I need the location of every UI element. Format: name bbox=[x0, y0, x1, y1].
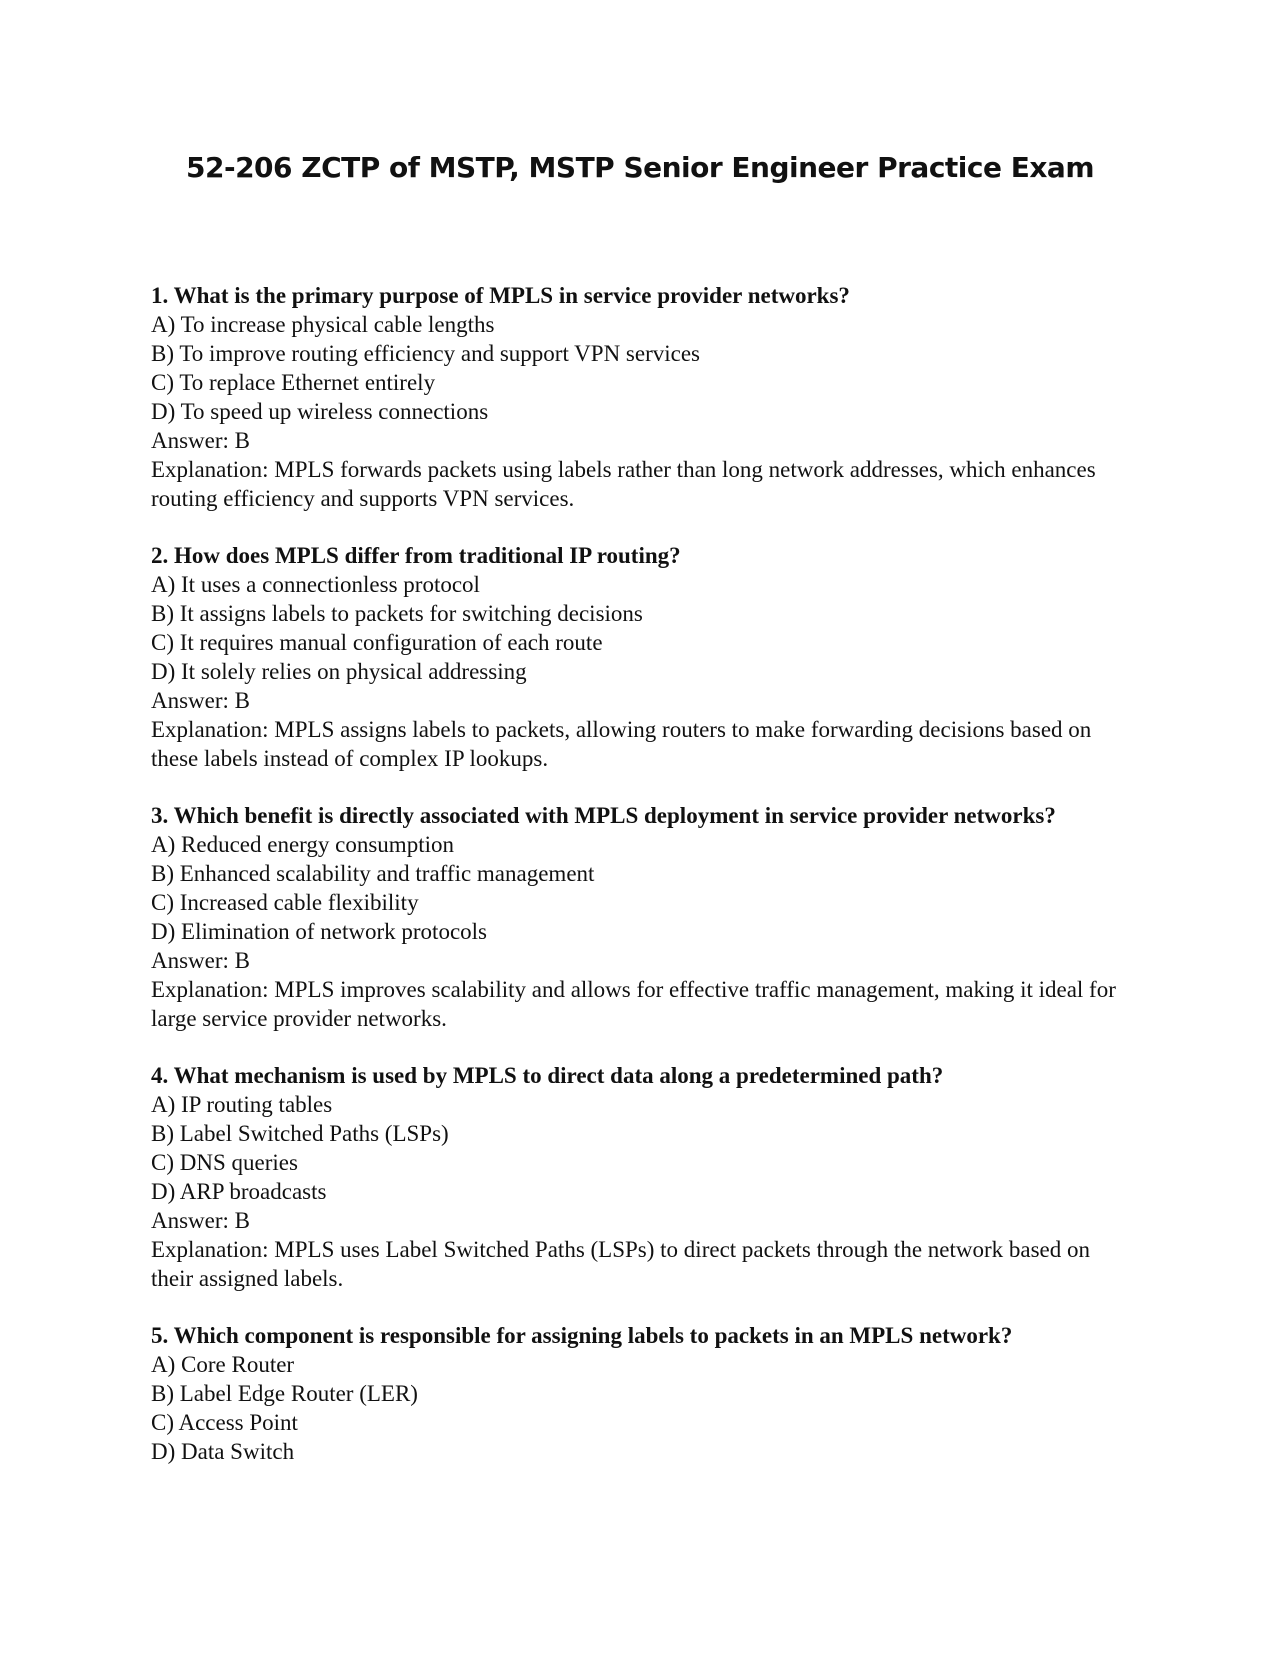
question-text: 5. Which component is responsible for assigning labels to packets in an MPLS network? bbox=[151, 1323, 1013, 1348]
option-c: C) To replace Ethernet entirely bbox=[151, 370, 436, 395]
option-d: D) Elimination of network protocols bbox=[151, 919, 487, 944]
question-list bbox=[151, 281, 1131, 1494]
answer-text: Answer: B bbox=[151, 428, 251, 453]
answer-text: Answer: B bbox=[151, 948, 251, 973]
question-text: 1. What is the primary purpose of MPLS in service provider networks? bbox=[151, 283, 850, 308]
option-d: D) Data Switch bbox=[151, 1439, 295, 1464]
option-c: C) It requires manual configuration of each route bbox=[151, 630, 603, 655]
question-item-2 bbox=[151, 541, 1131, 773]
option-b: B) It assigns labels to packets for switching decisions bbox=[151, 601, 643, 626]
option-b: B) To improve routing efficiency and support VPN services bbox=[151, 341, 701, 366]
option-a: A) It uses a connectionless protocol bbox=[151, 572, 480, 597]
option-b: B) Label Edge Router (LER) bbox=[151, 1381, 418, 1406]
option-c: C) Increased cable flexibility bbox=[151, 890, 419, 915]
answer-text: Answer: B bbox=[151, 1208, 251, 1233]
option-a: A) To increase physical cable lengths bbox=[151, 312, 495, 337]
option-d: D) To speed up wireless connections bbox=[151, 399, 489, 424]
option-b: B) Label Switched Paths (LSPs) bbox=[151, 1121, 449, 1146]
option-d: D) It solely relies on physical addressing bbox=[151, 659, 527, 684]
explanation-text: Explanation: MPLS assigns labels to packets, allowing routers to make forwarding decisions based on these labels instead of complex IP lookups. bbox=[151, 717, 1092, 771]
answer-text: Answer: B bbox=[151, 688, 251, 713]
explanation-text: Explanation: MPLS forwards packets using labels rather than long network addresses, which enhances routing efficiency and supports VPN services. bbox=[151, 457, 1096, 511]
option-b: B) Enhanced scalability and traffic management bbox=[151, 861, 595, 886]
question-item-3 bbox=[151, 801, 1131, 1033]
question-item-4 bbox=[151, 1061, 1131, 1293]
document-title: 52-206 ZCTP of MSTP, MSTP Senior Engineer Practice Exam bbox=[185, 151, 1094, 184]
question-text: 3. Which benefit is directly associated with MPLS deployment in service provider networks? bbox=[151, 803, 1056, 828]
option-a: A) IP routing tables bbox=[151, 1092, 333, 1117]
option-c: C) Access Point bbox=[151, 1410, 298, 1435]
explanation-text: Explanation: MPLS uses Label Switched Paths (LSPs) to direct packets through the network based on their assigned labels. bbox=[151, 1237, 1091, 1291]
option-a: A) Core Router bbox=[151, 1352, 295, 1377]
option-a: A) Reduced energy consumption bbox=[151, 832, 454, 857]
question-item-1 bbox=[151, 281, 1131, 513]
question-text: 2. How does MPLS differ from traditional IP routing? bbox=[151, 543, 681, 568]
question-item-5 bbox=[151, 1321, 1131, 1466]
option-c: C) DNS queries bbox=[151, 1150, 298, 1175]
option-d: D) ARP broadcasts bbox=[151, 1179, 327, 1204]
question-text: 4. What mechanism is used by MPLS to direct data along a predetermined path? bbox=[151, 1063, 944, 1088]
explanation-text: Explanation: MPLS improves scalability and allows for effective traffic management, making it ideal for large service provider networks. bbox=[151, 977, 1116, 1031]
